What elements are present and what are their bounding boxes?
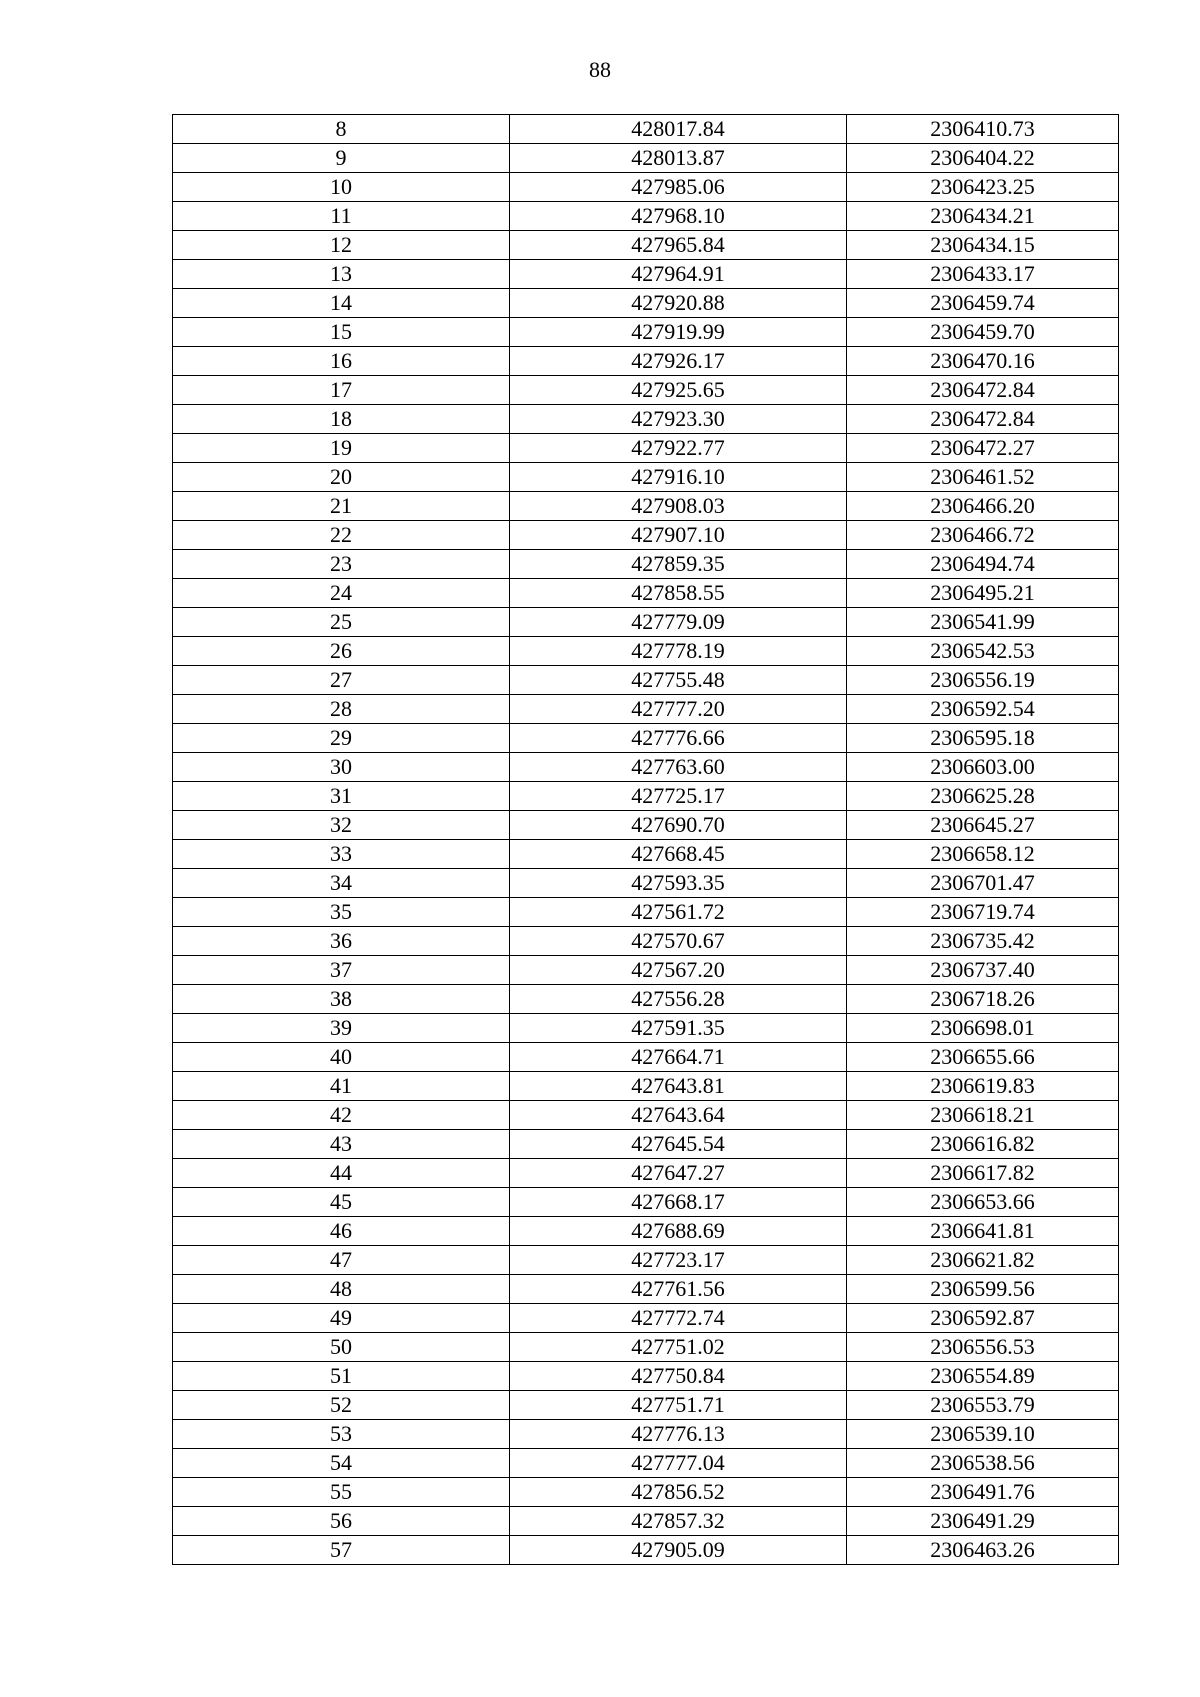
table-row (173, 1217, 1119, 1246)
point-number-cell: 21 (173, 492, 510, 521)
table-row (173, 1507, 1119, 1536)
table-row (173, 666, 1119, 695)
table-row (173, 289, 1119, 318)
y-coordinate-cell: 2306592.54 (847, 695, 1119, 724)
y-coordinate-cell: 2306619.83 (847, 1072, 1119, 1101)
x-coordinate-cell: 427965.84 (510, 231, 847, 260)
x-coordinate-cell: 427772.74 (510, 1304, 847, 1333)
table-row (173, 1130, 1119, 1159)
point-number-cell: 11 (173, 202, 510, 231)
y-coordinate-cell: 2306554.89 (847, 1362, 1119, 1391)
point-number-cell: 54 (173, 1449, 510, 1478)
x-coordinate-cell: 427777.20 (510, 695, 847, 724)
x-coordinate-cell: 427964.91 (510, 260, 847, 289)
table-row (173, 463, 1119, 492)
point-number-cell: 17 (173, 376, 510, 405)
x-coordinate-cell: 427690.70 (510, 811, 847, 840)
table-row (173, 231, 1119, 260)
point-number-cell: 52 (173, 1391, 510, 1420)
table-row (173, 1304, 1119, 1333)
coordinates-table-body (173, 115, 1119, 1565)
point-number-cell: 8 (173, 115, 510, 144)
point-number-cell: 55 (173, 1478, 510, 1507)
table-row (173, 637, 1119, 666)
table-row (173, 405, 1119, 434)
point-number-cell: 37 (173, 956, 510, 985)
x-coordinate-cell: 427593.35 (510, 869, 847, 898)
table-row (173, 985, 1119, 1014)
y-coordinate-cell: 2306491.29 (847, 1507, 1119, 1536)
x-coordinate-cell: 427905.09 (510, 1536, 847, 1565)
point-number-cell: 38 (173, 985, 510, 1014)
y-coordinate-cell: 2306658.12 (847, 840, 1119, 869)
x-coordinate-cell: 427907.10 (510, 521, 847, 550)
x-coordinate-cell: 427556.28 (510, 985, 847, 1014)
table-row (173, 521, 1119, 550)
y-coordinate-cell: 2306434.21 (847, 202, 1119, 231)
x-coordinate-cell: 427567.20 (510, 956, 847, 985)
table-row (173, 956, 1119, 985)
table-row (173, 811, 1119, 840)
x-coordinate-cell: 427920.88 (510, 289, 847, 318)
table-row (173, 869, 1119, 898)
x-coordinate-cell: 428013.87 (510, 144, 847, 173)
y-coordinate-cell: 2306616.82 (847, 1130, 1119, 1159)
y-coordinate-cell: 2306595.18 (847, 724, 1119, 753)
point-number-cell: 16 (173, 347, 510, 376)
y-coordinate-cell: 2306538.56 (847, 1449, 1119, 1478)
point-number-cell: 44 (173, 1159, 510, 1188)
y-coordinate-cell: 2306466.20 (847, 492, 1119, 521)
table-row (173, 1420, 1119, 1449)
y-coordinate-cell: 2306404.22 (847, 144, 1119, 173)
point-number-cell: 57 (173, 1536, 510, 1565)
y-coordinate-cell: 2306737.40 (847, 956, 1119, 985)
y-coordinate-cell: 2306625.28 (847, 782, 1119, 811)
table-row (173, 1362, 1119, 1391)
x-coordinate-cell: 427688.69 (510, 1217, 847, 1246)
point-number-cell: 47 (173, 1246, 510, 1275)
table-row (173, 608, 1119, 637)
table-row (173, 724, 1119, 753)
y-coordinate-cell: 2306491.76 (847, 1478, 1119, 1507)
x-coordinate-cell: 427858.55 (510, 579, 847, 608)
y-coordinate-cell: 2306735.42 (847, 927, 1119, 956)
table-row (173, 753, 1119, 782)
x-coordinate-cell: 427647.27 (510, 1159, 847, 1188)
x-coordinate-cell: 427776.13 (510, 1420, 847, 1449)
y-coordinate-cell: 2306410.73 (847, 115, 1119, 144)
x-coordinate-cell: 427725.17 (510, 782, 847, 811)
x-coordinate-cell: 427923.30 (510, 405, 847, 434)
x-coordinate-cell: 427985.06 (510, 173, 847, 202)
point-number-cell: 53 (173, 1420, 510, 1449)
x-coordinate-cell: 427777.04 (510, 1449, 847, 1478)
point-number-cell: 28 (173, 695, 510, 724)
y-coordinate-cell: 2306556.19 (847, 666, 1119, 695)
point-number-cell: 31 (173, 782, 510, 811)
point-number-cell: 48 (173, 1275, 510, 1304)
point-number-cell: 49 (173, 1304, 510, 1333)
page-number: 88 (589, 57, 611, 82)
y-coordinate-cell: 2306701.47 (847, 869, 1119, 898)
point-number-cell: 50 (173, 1333, 510, 1362)
x-coordinate-cell: 427570.67 (510, 927, 847, 956)
y-coordinate-cell: 2306592.87 (847, 1304, 1119, 1333)
point-number-cell: 9 (173, 144, 510, 173)
x-coordinate-cell: 427664.71 (510, 1043, 847, 1072)
table-row (173, 434, 1119, 463)
table-row (173, 115, 1119, 144)
x-coordinate-cell: 427908.03 (510, 492, 847, 521)
table-row (173, 1391, 1119, 1420)
y-coordinate-cell: 2306645.27 (847, 811, 1119, 840)
point-number-cell: 19 (173, 434, 510, 463)
table-row (173, 927, 1119, 956)
table-row (173, 1246, 1119, 1275)
point-number-cell: 18 (173, 405, 510, 434)
x-coordinate-cell: 427668.17 (510, 1188, 847, 1217)
table-row (173, 260, 1119, 289)
table-row (173, 1159, 1119, 1188)
point-number-cell: 15 (173, 318, 510, 347)
table-row (173, 1188, 1119, 1217)
y-coordinate-cell: 2306542.53 (847, 637, 1119, 666)
point-number-cell: 33 (173, 840, 510, 869)
x-coordinate-cell: 427643.81 (510, 1072, 847, 1101)
point-number-cell: 40 (173, 1043, 510, 1072)
y-coordinate-cell: 2306434.15 (847, 231, 1119, 260)
y-coordinate-cell: 2306433.17 (847, 260, 1119, 289)
y-coordinate-cell: 2306603.00 (847, 753, 1119, 782)
x-coordinate-cell: 427561.72 (510, 898, 847, 927)
y-coordinate-cell: 2306466.72 (847, 521, 1119, 550)
x-coordinate-cell: 427755.48 (510, 666, 847, 695)
y-coordinate-cell: 2306655.66 (847, 1043, 1119, 1072)
table-row (173, 898, 1119, 927)
y-coordinate-cell: 2306463.26 (847, 1536, 1119, 1565)
x-coordinate-cell: 427925.65 (510, 376, 847, 405)
y-coordinate-cell: 2306470.16 (847, 347, 1119, 376)
point-number-cell: 43 (173, 1130, 510, 1159)
table-row (173, 1449, 1119, 1478)
table-row (173, 492, 1119, 521)
y-coordinate-cell: 2306617.82 (847, 1159, 1119, 1188)
point-number-cell: 34 (173, 869, 510, 898)
table-row (173, 173, 1119, 202)
x-coordinate-cell: 427856.52 (510, 1478, 847, 1507)
x-coordinate-cell: 427919.99 (510, 318, 847, 347)
point-number-cell: 14 (173, 289, 510, 318)
y-coordinate-cell: 2306653.66 (847, 1188, 1119, 1217)
y-coordinate-cell: 2306719.74 (847, 898, 1119, 927)
point-number-cell: 25 (173, 608, 510, 637)
table-row (173, 1275, 1119, 1304)
x-coordinate-cell: 427723.17 (510, 1246, 847, 1275)
point-number-cell: 24 (173, 579, 510, 608)
point-number-cell: 20 (173, 463, 510, 492)
point-number-cell: 22 (173, 521, 510, 550)
y-coordinate-cell: 2306472.84 (847, 405, 1119, 434)
x-coordinate-cell: 427857.32 (510, 1507, 847, 1536)
table-row (173, 840, 1119, 869)
x-coordinate-cell: 427750.84 (510, 1362, 847, 1391)
x-coordinate-cell: 427859.35 (510, 550, 847, 579)
y-coordinate-cell: 2306718.26 (847, 985, 1119, 1014)
table-row (173, 1043, 1119, 1072)
table-row (173, 579, 1119, 608)
table-row (173, 1072, 1119, 1101)
x-coordinate-cell: 427751.02 (510, 1333, 847, 1362)
point-number-cell: 42 (173, 1101, 510, 1130)
y-coordinate-cell: 2306599.56 (847, 1275, 1119, 1304)
point-number-cell: 27 (173, 666, 510, 695)
x-coordinate-cell: 427591.35 (510, 1014, 847, 1043)
table-row (173, 550, 1119, 579)
table-row (173, 1101, 1119, 1130)
x-coordinate-cell: 427761.56 (510, 1275, 847, 1304)
y-coordinate-cell: 2306461.52 (847, 463, 1119, 492)
y-coordinate-cell: 2306459.70 (847, 318, 1119, 347)
y-coordinate-cell: 2306494.74 (847, 550, 1119, 579)
x-coordinate-cell: 427751.71 (510, 1391, 847, 1420)
table-row (173, 1333, 1119, 1362)
point-number-cell: 10 (173, 173, 510, 202)
point-number-cell: 23 (173, 550, 510, 579)
point-number-cell: 13 (173, 260, 510, 289)
y-coordinate-cell: 2306541.99 (847, 608, 1119, 637)
point-number-cell: 29 (173, 724, 510, 753)
y-coordinate-cell: 2306495.21 (847, 579, 1119, 608)
point-number-cell: 35 (173, 898, 510, 927)
x-coordinate-cell: 427668.45 (510, 840, 847, 869)
table-row (173, 1536, 1119, 1565)
x-coordinate-cell: 427643.64 (510, 1101, 847, 1130)
point-number-cell: 41 (173, 1072, 510, 1101)
point-number-cell: 51 (173, 1362, 510, 1391)
y-coordinate-cell: 2306539.10 (847, 1420, 1119, 1449)
y-coordinate-cell: 2306621.82 (847, 1246, 1119, 1275)
table-row (173, 695, 1119, 724)
point-number-cell: 32 (173, 811, 510, 840)
coordinates-table (172, 114, 1119, 1565)
x-coordinate-cell: 427645.54 (510, 1130, 847, 1159)
x-coordinate-cell: 427778.19 (510, 637, 847, 666)
y-coordinate-cell: 2306472.27 (847, 434, 1119, 463)
y-coordinate-cell: 2306459.74 (847, 289, 1119, 318)
y-coordinate-cell: 2306553.79 (847, 1391, 1119, 1420)
table-row (173, 1478, 1119, 1507)
table-row (173, 202, 1119, 231)
point-number-cell: 39 (173, 1014, 510, 1043)
x-coordinate-cell: 427968.10 (510, 202, 847, 231)
x-coordinate-cell: 428017.84 (510, 115, 847, 144)
x-coordinate-cell: 427763.60 (510, 753, 847, 782)
table-row (173, 318, 1119, 347)
point-number-cell: 45 (173, 1188, 510, 1217)
table-row (173, 347, 1119, 376)
x-coordinate-cell: 427779.09 (510, 608, 847, 637)
point-number-cell: 30 (173, 753, 510, 782)
table-row (173, 144, 1119, 173)
y-coordinate-cell: 2306641.81 (847, 1217, 1119, 1246)
y-coordinate-cell: 2306472.84 (847, 376, 1119, 405)
x-coordinate-cell: 427776.66 (510, 724, 847, 753)
point-number-cell: 56 (173, 1507, 510, 1536)
point-number-cell: 36 (173, 927, 510, 956)
table-row (173, 782, 1119, 811)
x-coordinate-cell: 427926.17 (510, 347, 847, 376)
y-coordinate-cell: 2306618.21 (847, 1101, 1119, 1130)
point-number-cell: 46 (173, 1217, 510, 1246)
point-number-cell: 12 (173, 231, 510, 260)
point-number-cell: 26 (173, 637, 510, 666)
x-coordinate-cell: 427916.10 (510, 463, 847, 492)
table-row (173, 376, 1119, 405)
y-coordinate-cell: 2306698.01 (847, 1014, 1119, 1043)
x-coordinate-cell: 427922.77 (510, 434, 847, 463)
y-coordinate-cell: 2306556.53 (847, 1333, 1119, 1362)
y-coordinate-cell: 2306423.25 (847, 173, 1119, 202)
table-row (173, 1014, 1119, 1043)
